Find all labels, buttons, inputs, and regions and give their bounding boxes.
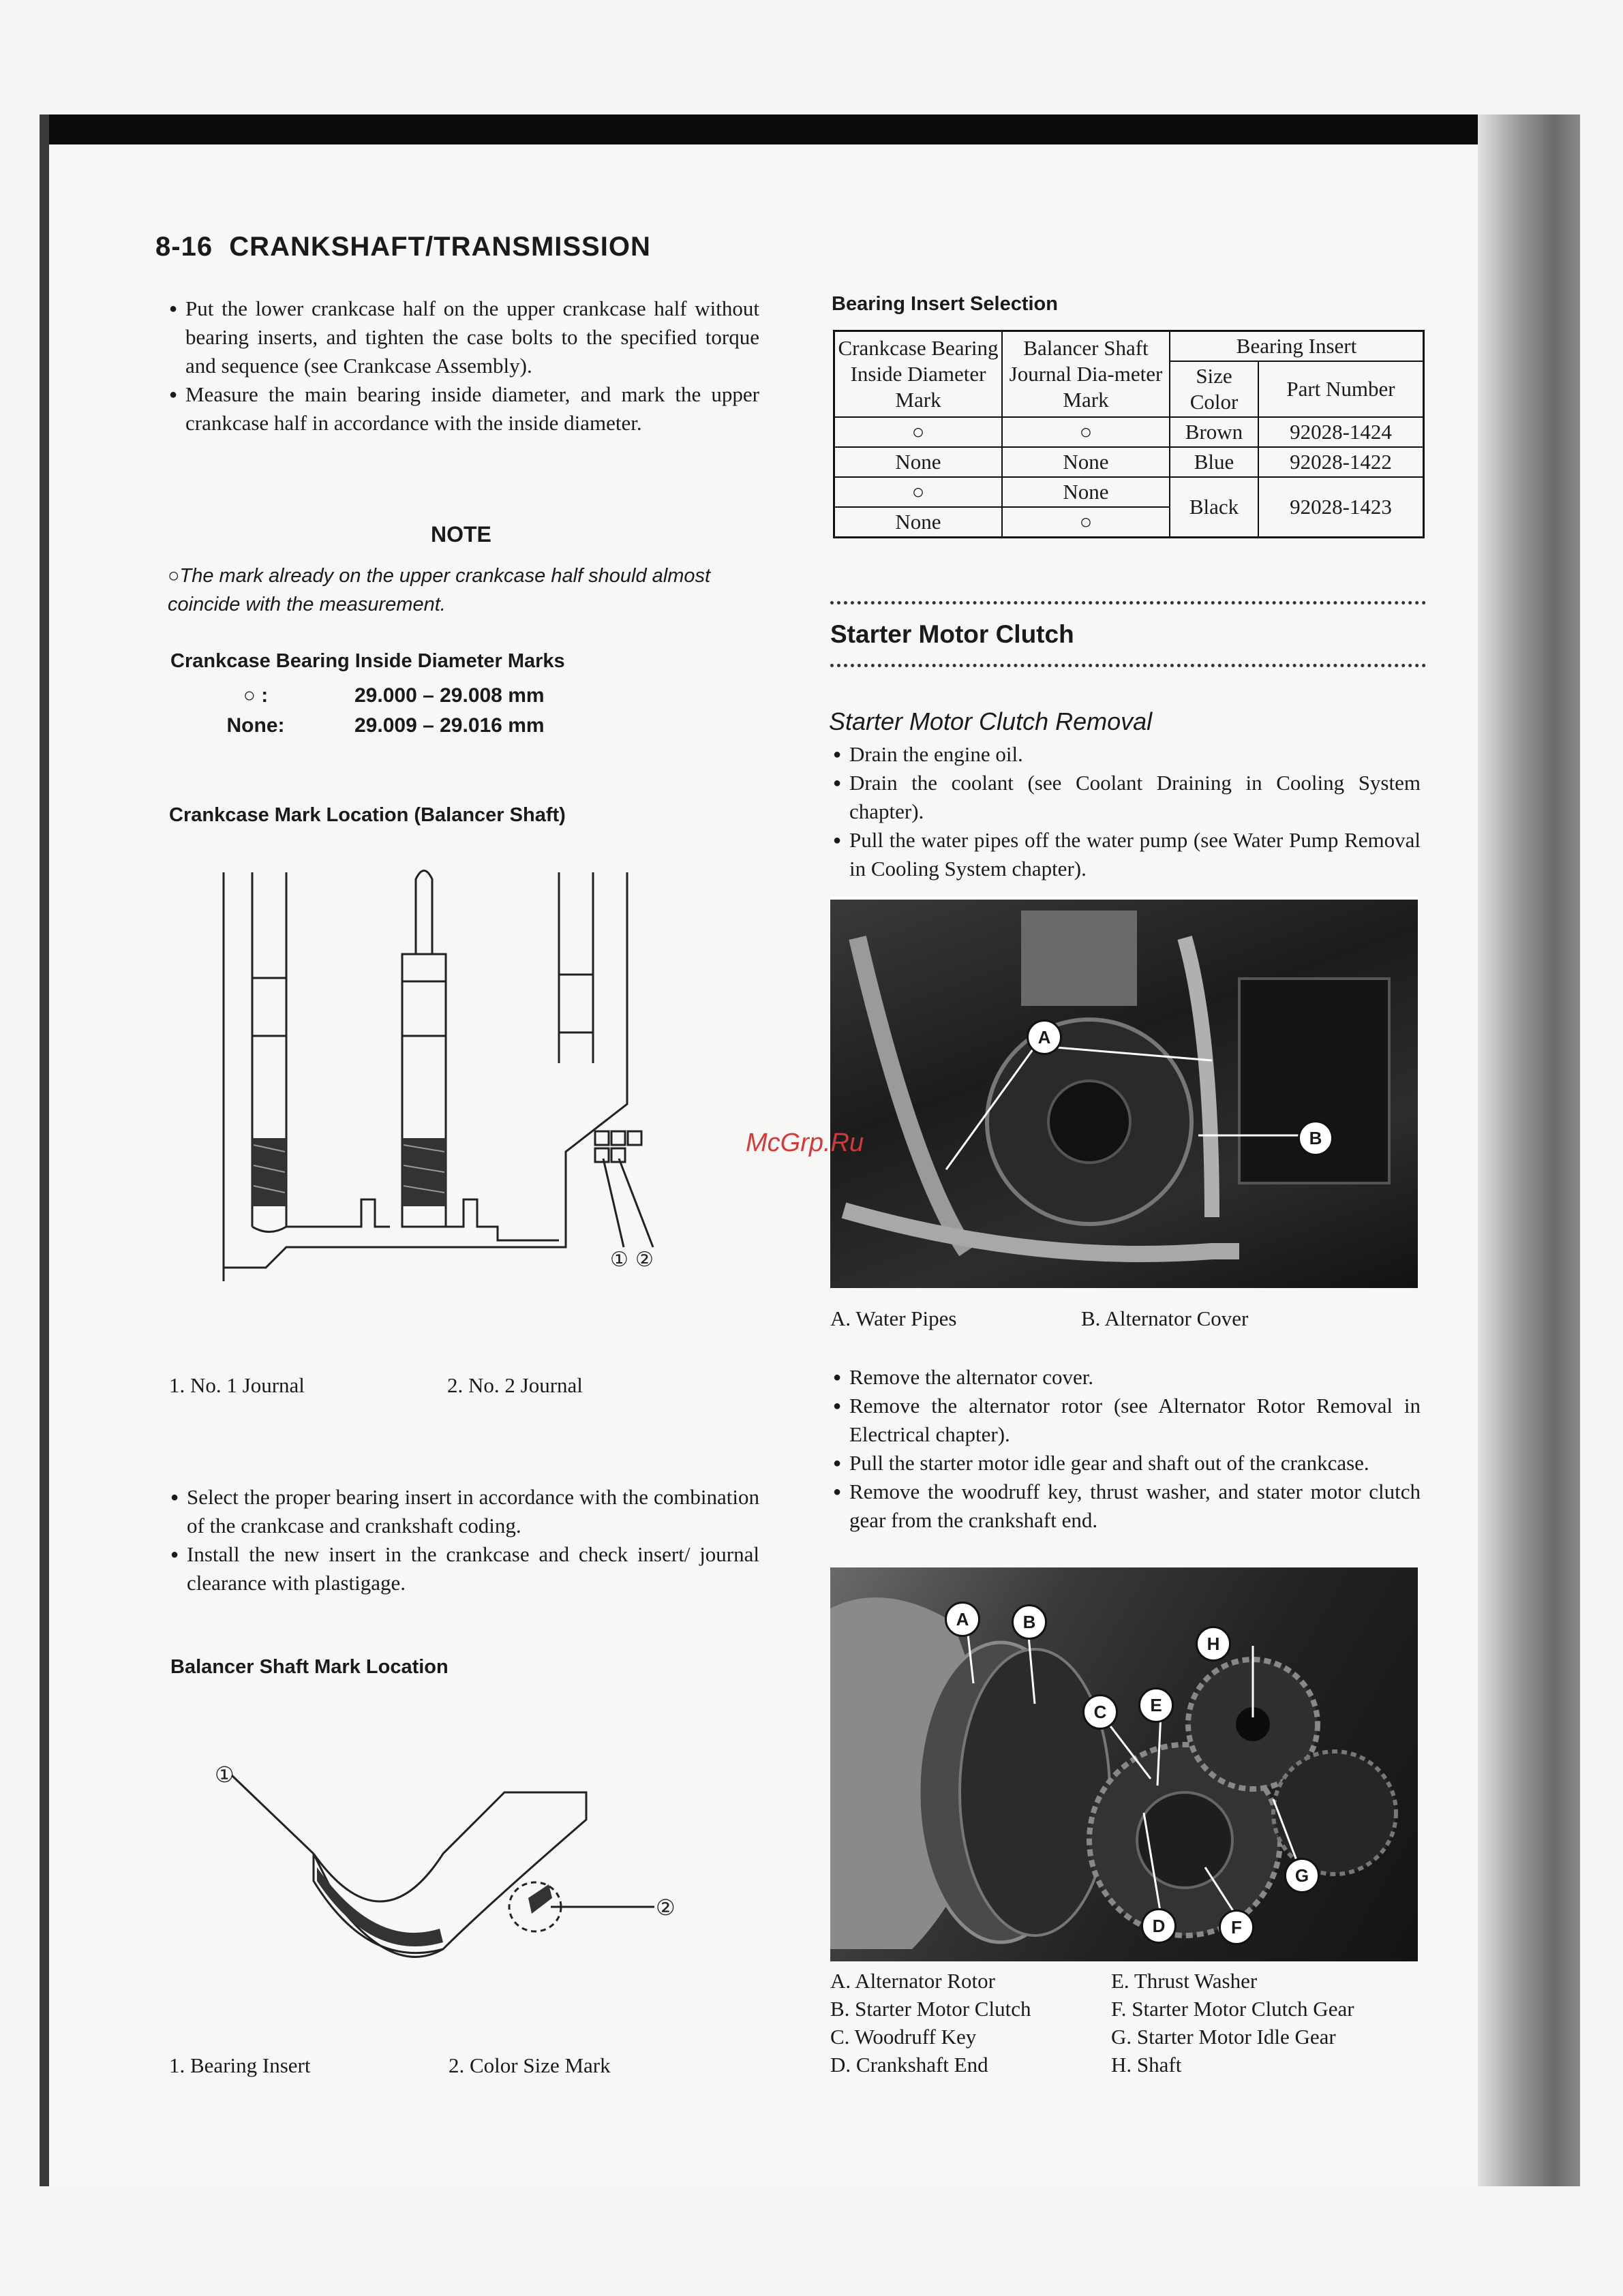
cell: None — [834, 447, 1003, 477]
cell: Brown — [1170, 417, 1258, 447]
page-title: CRANKSHAFT/TRANSMISSION — [229, 232, 651, 262]
photo-label-d: D — [1141, 1908, 1177, 1944]
table-row — [834, 477, 1424, 507]
photo-label-a: A — [1027, 1020, 1062, 1055]
water-pipes-photo — [830, 897, 1418, 1288]
subsection-title: Starter Motor Clutch Removal — [829, 707, 1153, 735]
left-bullets-1 — [173, 294, 759, 438]
bullet-item: ● Measure the main bearing inside diameter, and mark the upper crankcase half in accordance with the inside diameter. — [173, 380, 759, 438]
bullet-item: ● Pull the starter motor idle gear and shaft out of the crankcase. — [837, 1449, 1421, 1478]
photo-label-e: E — [1138, 1687, 1174, 1723]
mark-label: ○ : — [243, 684, 269, 707]
fig1-caption-2: 2. No. 2 Journal — [447, 1373, 583, 1397]
table-heading: Bearing Insert Selection — [832, 293, 1058, 315]
caption-line: H. Shaft — [1111, 2053, 1182, 2077]
caption-line: C. Woodruff Key — [830, 2025, 977, 2049]
fig2-callout-1: ① — [215, 1762, 234, 1788]
photo-label-b: B — [1298, 1120, 1333, 1156]
photo-label-g: G — [1284, 1858, 1320, 1893]
bullet-item: ● Put the lower crankcase half on the upper crankcase half without bearing inserts, and tighten the case bolts to the specified torque and sequence (see Crankcase Assembly). — [173, 294, 759, 380]
header-bearing-insert: Bearing Insert — [1170, 331, 1424, 362]
scan-left-edge — [40, 114, 49, 2186]
caption-line: F. Starter Motor Clutch Gear — [1111, 1997, 1354, 2021]
mark-range: 29.000 – 29.008 mm — [354, 684, 545, 707]
table-row — [834, 417, 1424, 447]
fig1-callout-1: ① — [610, 1248, 628, 1272]
caption-line: B. Starter Motor Clutch — [830, 1997, 1031, 2021]
fig2-caption-2: 2. Color Size Mark — [449, 2053, 611, 2077]
bullet-item: ● Select the proper bearing insert in accordance with the combination of the crankcase and crankshaft coding. — [175, 1483, 759, 1540]
fig1-caption-1: 1. No. 1 Journal — [169, 1373, 305, 1397]
photo1-caption-a: A. Water Pipes — [830, 1306, 957, 1330]
header-balancer-mark: Balancer Shaft Journal Dia-meter Mark — [1002, 331, 1170, 418]
mark-range: 29.009 – 29.016 mm — [354, 714, 545, 737]
note-text: ○The mark already on the upper crankcase half should almost coincide with the measurement. — [168, 565, 711, 615]
fig1-heading: Crankcase Mark Location (Balancer Shaft) — [169, 804, 566, 826]
page-gutter-shadow — [1478, 114, 1580, 2186]
photo-label-f: F — [1219, 1910, 1254, 1945]
bullet-item: ● Drain the coolant (see Coolant Draining in Cooling System chapter). — [837, 769, 1421, 826]
fig2-heading: Balancer Shaft Mark Location — [170, 1656, 449, 1678]
bullet-item: ● Remove the alternator cover. — [837, 1363, 1421, 1392]
bullet-item: ● Drain the engine oil. — [837, 740, 1421, 769]
photo-label-b: B — [1012, 1604, 1047, 1640]
watermark-text: McGrp.Ru — [746, 1129, 864, 1157]
right-bullets-1 — [837, 740, 1421, 883]
caption-line: D. Crankshaft End — [830, 2053, 988, 2077]
header-crankcase-mark: Crankcase Bearing Inside Diameter Mark — [834, 331, 1003, 418]
table-row — [834, 447, 1424, 477]
cell: ○ — [834, 477, 1003, 507]
cell: None — [834, 507, 1003, 538]
bearing-insert-diagram — [204, 1745, 695, 1970]
photo1-caption-b: B. Alternator Cover — [1081, 1306, 1249, 1330]
photo-label-c: C — [1082, 1694, 1118, 1730]
marks-heading: Crankcase Bearing Inside Diameter Marks — [170, 650, 565, 672]
caption-line: G. Starter Motor Idle Gear — [1111, 2025, 1336, 2049]
bullet-item: ● Remove the alternator rotor (see Alternator Rotor Removal in Electrical chapter). — [837, 1392, 1421, 1449]
clutch-parts-photo — [830, 1567, 1418, 1961]
right-bullets-2 — [837, 1363, 1421, 1535]
dotted-rule — [830, 601, 1426, 604]
bullet-item: ● Pull the water pipes off the water pump (see Water Pump Removal in Cooling System chapter). — [837, 826, 1421, 883]
bullet-item: ● Remove the woodruff key, thrust washer, and stater motor clutch gear from the crankshaft end. — [837, 1478, 1421, 1535]
fig1-callout-2: ② — [635, 1248, 654, 1272]
section-title: Starter Motor Clutch — [830, 620, 1074, 648]
photo-label-a: A — [945, 1602, 980, 1637]
dotted-rule — [830, 664, 1426, 667]
cell: Blue — [1170, 447, 1258, 477]
caption-line: A. Alternator Rotor — [830, 1969, 995, 1993]
note-title: NOTE — [431, 522, 491, 547]
cell: 92028-1424 — [1258, 417, 1424, 447]
cell: ○ — [1002, 507, 1170, 538]
header-part-number: Part Number — [1258, 361, 1424, 417]
photo2-captions-left — [830, 1967, 1031, 2079]
fig2-caption-1: 1. Bearing Insert — [169, 2053, 311, 2077]
cell: ○ — [834, 417, 1003, 447]
cell: 92028-1423 — [1258, 477, 1424, 538]
bearing-insert-table — [833, 330, 1425, 538]
cell: None — [1002, 477, 1170, 507]
photo-label-h: H — [1196, 1626, 1231, 1662]
caption-line: E. Thrust Washer — [1111, 1969, 1258, 1993]
crankcase-diagram — [211, 859, 702, 1295]
left-bullets-2 — [175, 1483, 759, 1597]
bullet-item: ● Install the new insert in the crankcase and check insert/ journal clearance with plastigage. — [175, 1540, 759, 1597]
page-header — [155, 232, 651, 262]
scan-top-border — [40, 114, 1580, 144]
header-size-color: Size Color — [1170, 361, 1258, 417]
cell: ○ — [1002, 417, 1170, 447]
cell: Black — [1170, 477, 1258, 538]
fig2-callout-2: ② — [656, 1895, 676, 1920]
page-number: 8-16 — [155, 232, 213, 262]
photo2-captions-right — [1111, 1967, 1354, 2079]
cell: None — [1002, 447, 1170, 477]
mark-label: None: — [226, 714, 285, 737]
cell: 92028-1422 — [1258, 447, 1424, 477]
